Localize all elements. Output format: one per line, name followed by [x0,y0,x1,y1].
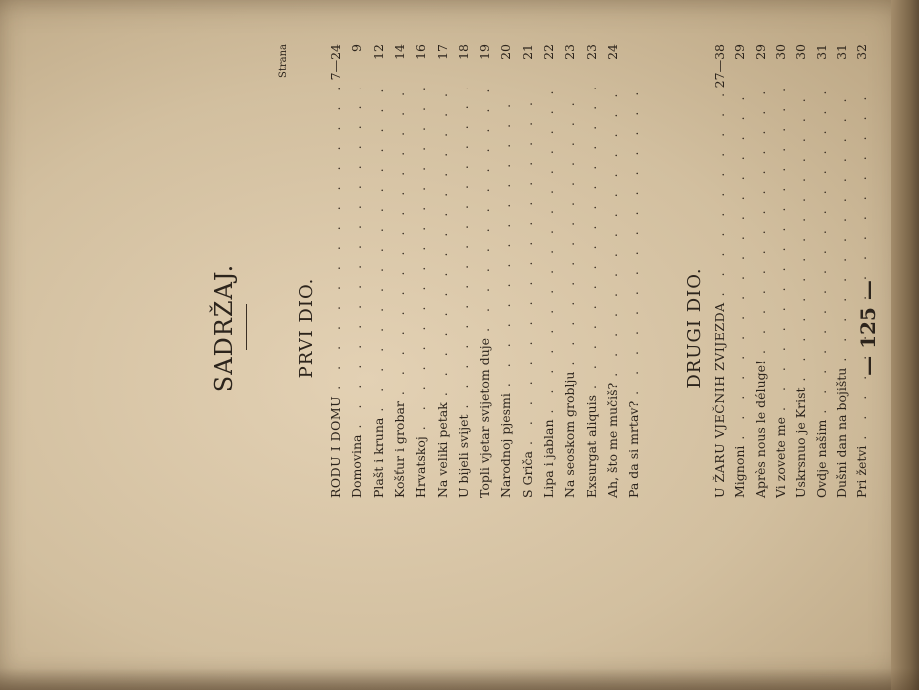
dot-leader [584,88,599,389]
toc-entry-title: Domovina [349,434,365,498]
toc-entry-title: Ah, što me mučiš? [604,382,620,498]
dot-leader [349,88,364,429]
toc-entry-page: 7—24 [328,44,343,81]
toc-entry-title: Plašt i kruna [370,417,386,498]
toc-entry [392,44,412,498]
toc-entry [435,44,455,498]
toc-entry-title: Vi zovete me [772,417,788,498]
section-heading-part1: PRVI DIO. [296,277,317,379]
section-heading-part2: DRUGI DIO. [684,267,705,389]
toc-entry-title: Pri žetvi [854,445,870,498]
toc-entry-title: Na veliki petak [434,402,450,498]
dot-leader [498,88,513,387]
dot-leader [814,88,829,414]
dot-leader [605,88,620,377]
toc-entry-page: 32 [854,44,870,60]
dot-leader [477,88,492,332]
toc-entry-title: Uskrsnuo je Krist [793,387,809,498]
dot-leader [626,88,641,395]
toc-entry-title: Hrvatskoj [413,436,429,498]
toc-entry [814,44,834,498]
toc-entry-page: 20 [498,44,514,60]
toc-entry-title: Mignoni [732,445,748,498]
toc-entry-page: 16 [413,44,429,60]
page-column-label: Strana [278,44,289,79]
dot-leader [456,88,471,408]
toc-entry-title: Narodnoj pjesmi [498,393,514,498]
toc-entry [732,44,752,498]
dot-leader [834,88,849,362]
toc-entry-page: 23 [583,44,599,60]
toc-entry [349,44,369,498]
toc-entry [584,44,604,498]
book-spine [891,0,919,690]
dot-leader [520,88,535,445]
toc-entry-page: 30 [772,44,788,60]
toc-entry-title: Topli vjetar svijetom duje [477,337,493,498]
toc-entry [541,44,561,498]
toc-entry [477,44,497,498]
toc-entry-title: Košťur i grobar [391,401,407,498]
page-number: — 125 — [856,280,880,376]
toc-entry-page: 24 [604,44,620,60]
dot-leader [328,88,343,390]
toc-entry [712,44,732,498]
dot-leader [753,88,768,354]
toc-entry-page: 22 [541,44,556,60]
toc-entry [498,44,518,498]
dot-leader [435,88,450,396]
dot-leader [773,88,788,411]
toc-entry-page: 23 [562,44,578,60]
toc-entry [753,44,773,498]
page-title: SADRŽAJ. [210,263,238,393]
toc-entry-page: 21 [519,44,535,60]
dot-leader [541,88,556,413]
toc-entry-title: Dušni dan na bojištu [833,367,849,498]
dot-leader [392,88,407,395]
page-shadow [0,668,919,690]
toc-entry-title: RODU I DOMU [328,395,343,498]
toc-entry-title: U ŽARU VJEČNIH ZVIJEZDA [712,302,727,498]
toc-entry-title: U bijeli svijet [455,414,471,498]
title-rule [246,304,247,350]
toc-entry-page: 30 [793,44,809,60]
toc-entry [793,44,813,498]
toc-entry [328,44,348,498]
dot-leader [712,94,727,296]
toc-entry [626,44,646,498]
toc-entry-title: Na seoskom groblju [562,371,578,498]
dot-leader [371,88,386,412]
toc-entry-title: S Griča [519,451,535,498]
table-of-contents [200,8,900,648]
dot-leader [562,88,577,366]
toc-entry [456,44,476,498]
toc-entry-title: Après nous le déluge! [752,359,768,498]
toc-entry-page: 18 [455,44,471,60]
toc-entry-page: 27—38 [712,44,727,89]
toc-entry-title: Ovdje našim [813,419,829,498]
toc-entry [371,44,391,498]
toc-entry-page: 17 [434,44,450,60]
toc-entry [773,44,793,498]
toc-entry [562,44,582,498]
toc-entry [605,44,625,498]
toc-entry [834,44,854,498]
toc-entry-page: 29 [752,44,768,60]
toc-entry-title: Exsurgat aliquis [583,395,599,498]
toc-entry-page: 29 [732,44,748,60]
toc-entry-page: 12 [370,44,386,60]
dot-leader [793,88,808,381]
toc-entry-title: Pa da si mrtav? [626,400,642,498]
toc-entry-title: Lipa i jablan [541,419,556,498]
toc-entry-page: 9 [349,44,365,52]
toc-entry [520,44,540,498]
toc-entry-page: 14 [391,44,407,60]
toc-entry-page: 19 [477,44,493,60]
toc-entry-page: 31 [813,44,829,60]
dot-leader [732,88,747,440]
toc-entry [413,44,433,498]
dot-leader [413,88,428,430]
toc-entry-page: 31 [833,44,849,60]
